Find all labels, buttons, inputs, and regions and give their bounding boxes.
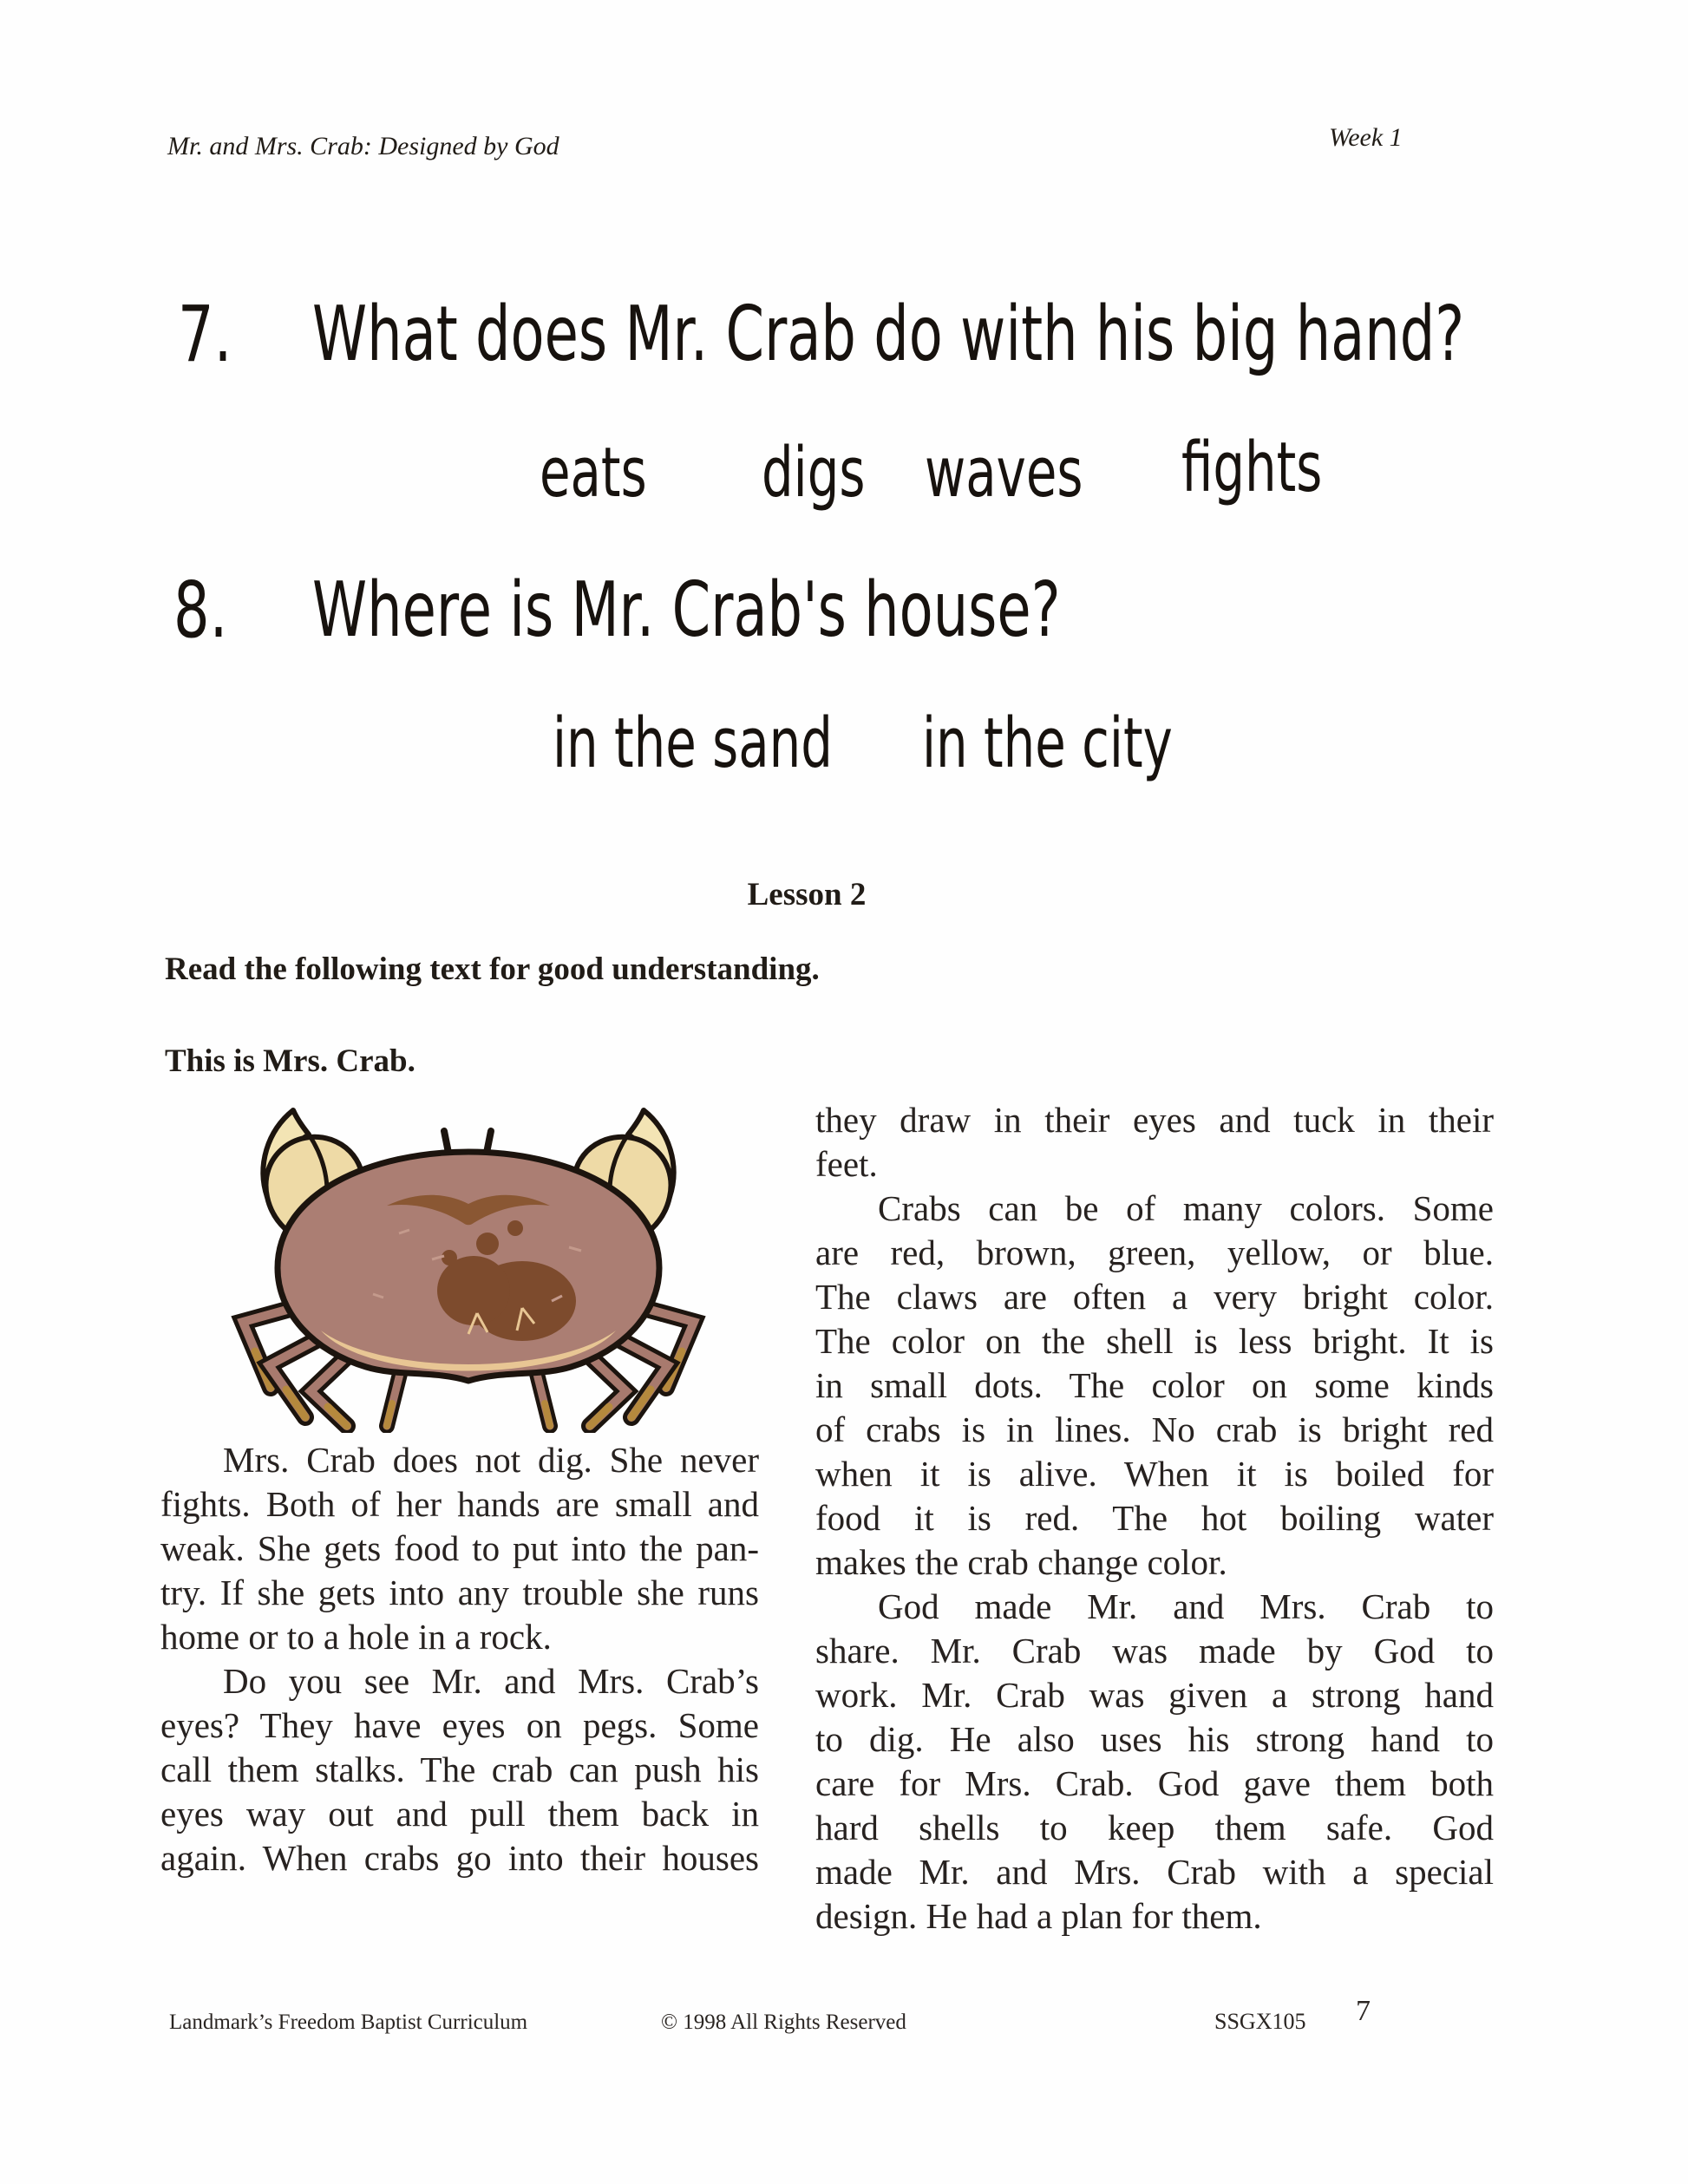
text-line: Do you see Mr. and Mrs. Crab’s <box>223 1661 759 1701</box>
text-line: God made Mr. and Mrs. Crab to <box>878 1586 1494 1626</box>
text-line: hard shells to keep them safe. God <box>815 1808 1494 1847</box>
text-line: home or to a hole in a rock. <box>160 1617 552 1657</box>
option-word: in the sand <box>553 703 833 783</box>
text-line: eyes? They have eyes on pegs. Some <box>160 1705 759 1745</box>
copyright-notice: © 1998 All Rights Reserved <box>661 2011 906 2034</box>
text-line: The color on the shell is less bright. It is <box>815 1321 1494 1361</box>
header-title: Mr. and Mrs. Crab: Designed by God <box>167 132 559 160</box>
text-line: weak. She gets food to put into the pan- <box>160 1528 759 1568</box>
reading-instruction: Read the following text for good understanding. <box>165 951 820 987</box>
text-line: Crabs can be of many colors. Some <box>878 1188 1494 1228</box>
publisher-credit: Landmark’s Freedom Baptist Curriculum <box>169 2011 528 2034</box>
product-code: SSGX105 <box>1214 2009 1306 2034</box>
crab-illustration <box>217 1095 720 1433</box>
question-7-number: 7. <box>178 290 232 380</box>
text-line: to dig. He also uses his strong hand to <box>815 1719 1494 1759</box>
text-line: try. If she gets into any trouble she runs <box>160 1573 759 1612</box>
text-line: design. He had a plan for them. <box>815 1896 1262 1936</box>
lesson-title: Lesson 2 <box>747 877 867 912</box>
text-line: The claws are often a very bright color. <box>815 1277 1494 1317</box>
question-7-text: What does Mr. Crab do with his big hand? <box>312 290 1465 378</box>
text-line: are red, brown, green, yellow, or blue. <box>815 1233 1494 1272</box>
week-label: Week 1 <box>1329 123 1403 152</box>
right-column <box>815 1098 1494 1939</box>
text-line: care for Mrs. Crab. God gave them both <box>815 1763 1494 1803</box>
option-word: eats <box>540 432 647 513</box>
text-line: eyes way out and pull them back in <box>160 1794 759 1834</box>
page-number: 7 <box>1356 1995 1371 2027</box>
text-line: call them stalks. The crab can push his <box>160 1749 759 1789</box>
text-line: food it is red. The hot boiling water <box>815 1498 1494 1538</box>
text-line: made Mr. and Mrs. Crab with a special <box>815 1852 1494 1892</box>
text-line: of crabs is in lines. No crab is bright red <box>815 1409 1494 1449</box>
option-word: fights <box>1181 427 1323 507</box>
question-8-number: 8. <box>173 566 228 656</box>
text-line: fights. Both of her hands are small and <box>160 1484 759 1524</box>
image-caption: This is Mrs. Crab. <box>165 1043 415 1079</box>
left-column <box>160 1438 759 1880</box>
option-word: digs <box>762 432 866 513</box>
option-word: in the city <box>922 703 1173 783</box>
text-line: again. When crabs go into their houses <box>160 1838 759 1878</box>
text-line: when it is alive. When it is boiled for <box>815 1454 1494 1494</box>
text-line: work. Mr. Crab was given a strong hand <box>815 1675 1494 1715</box>
text-line: share. Mr. Crab was made by God to <box>815 1631 1494 1671</box>
question-8-text: Where is Mr. Crab's house? <box>312 566 1061 654</box>
text-line: they draw in their eyes and tuck in their <box>815 1100 1494 1140</box>
text-line: makes the crab change color. <box>815 1542 1227 1582</box>
option-word: waves <box>925 432 1083 513</box>
text-line: Mrs. Crab does not dig. She never <box>223 1440 759 1480</box>
text-line: feet. <box>815 1144 878 1184</box>
text-line: in small dots. The color on some kinds <box>815 1365 1494 1405</box>
